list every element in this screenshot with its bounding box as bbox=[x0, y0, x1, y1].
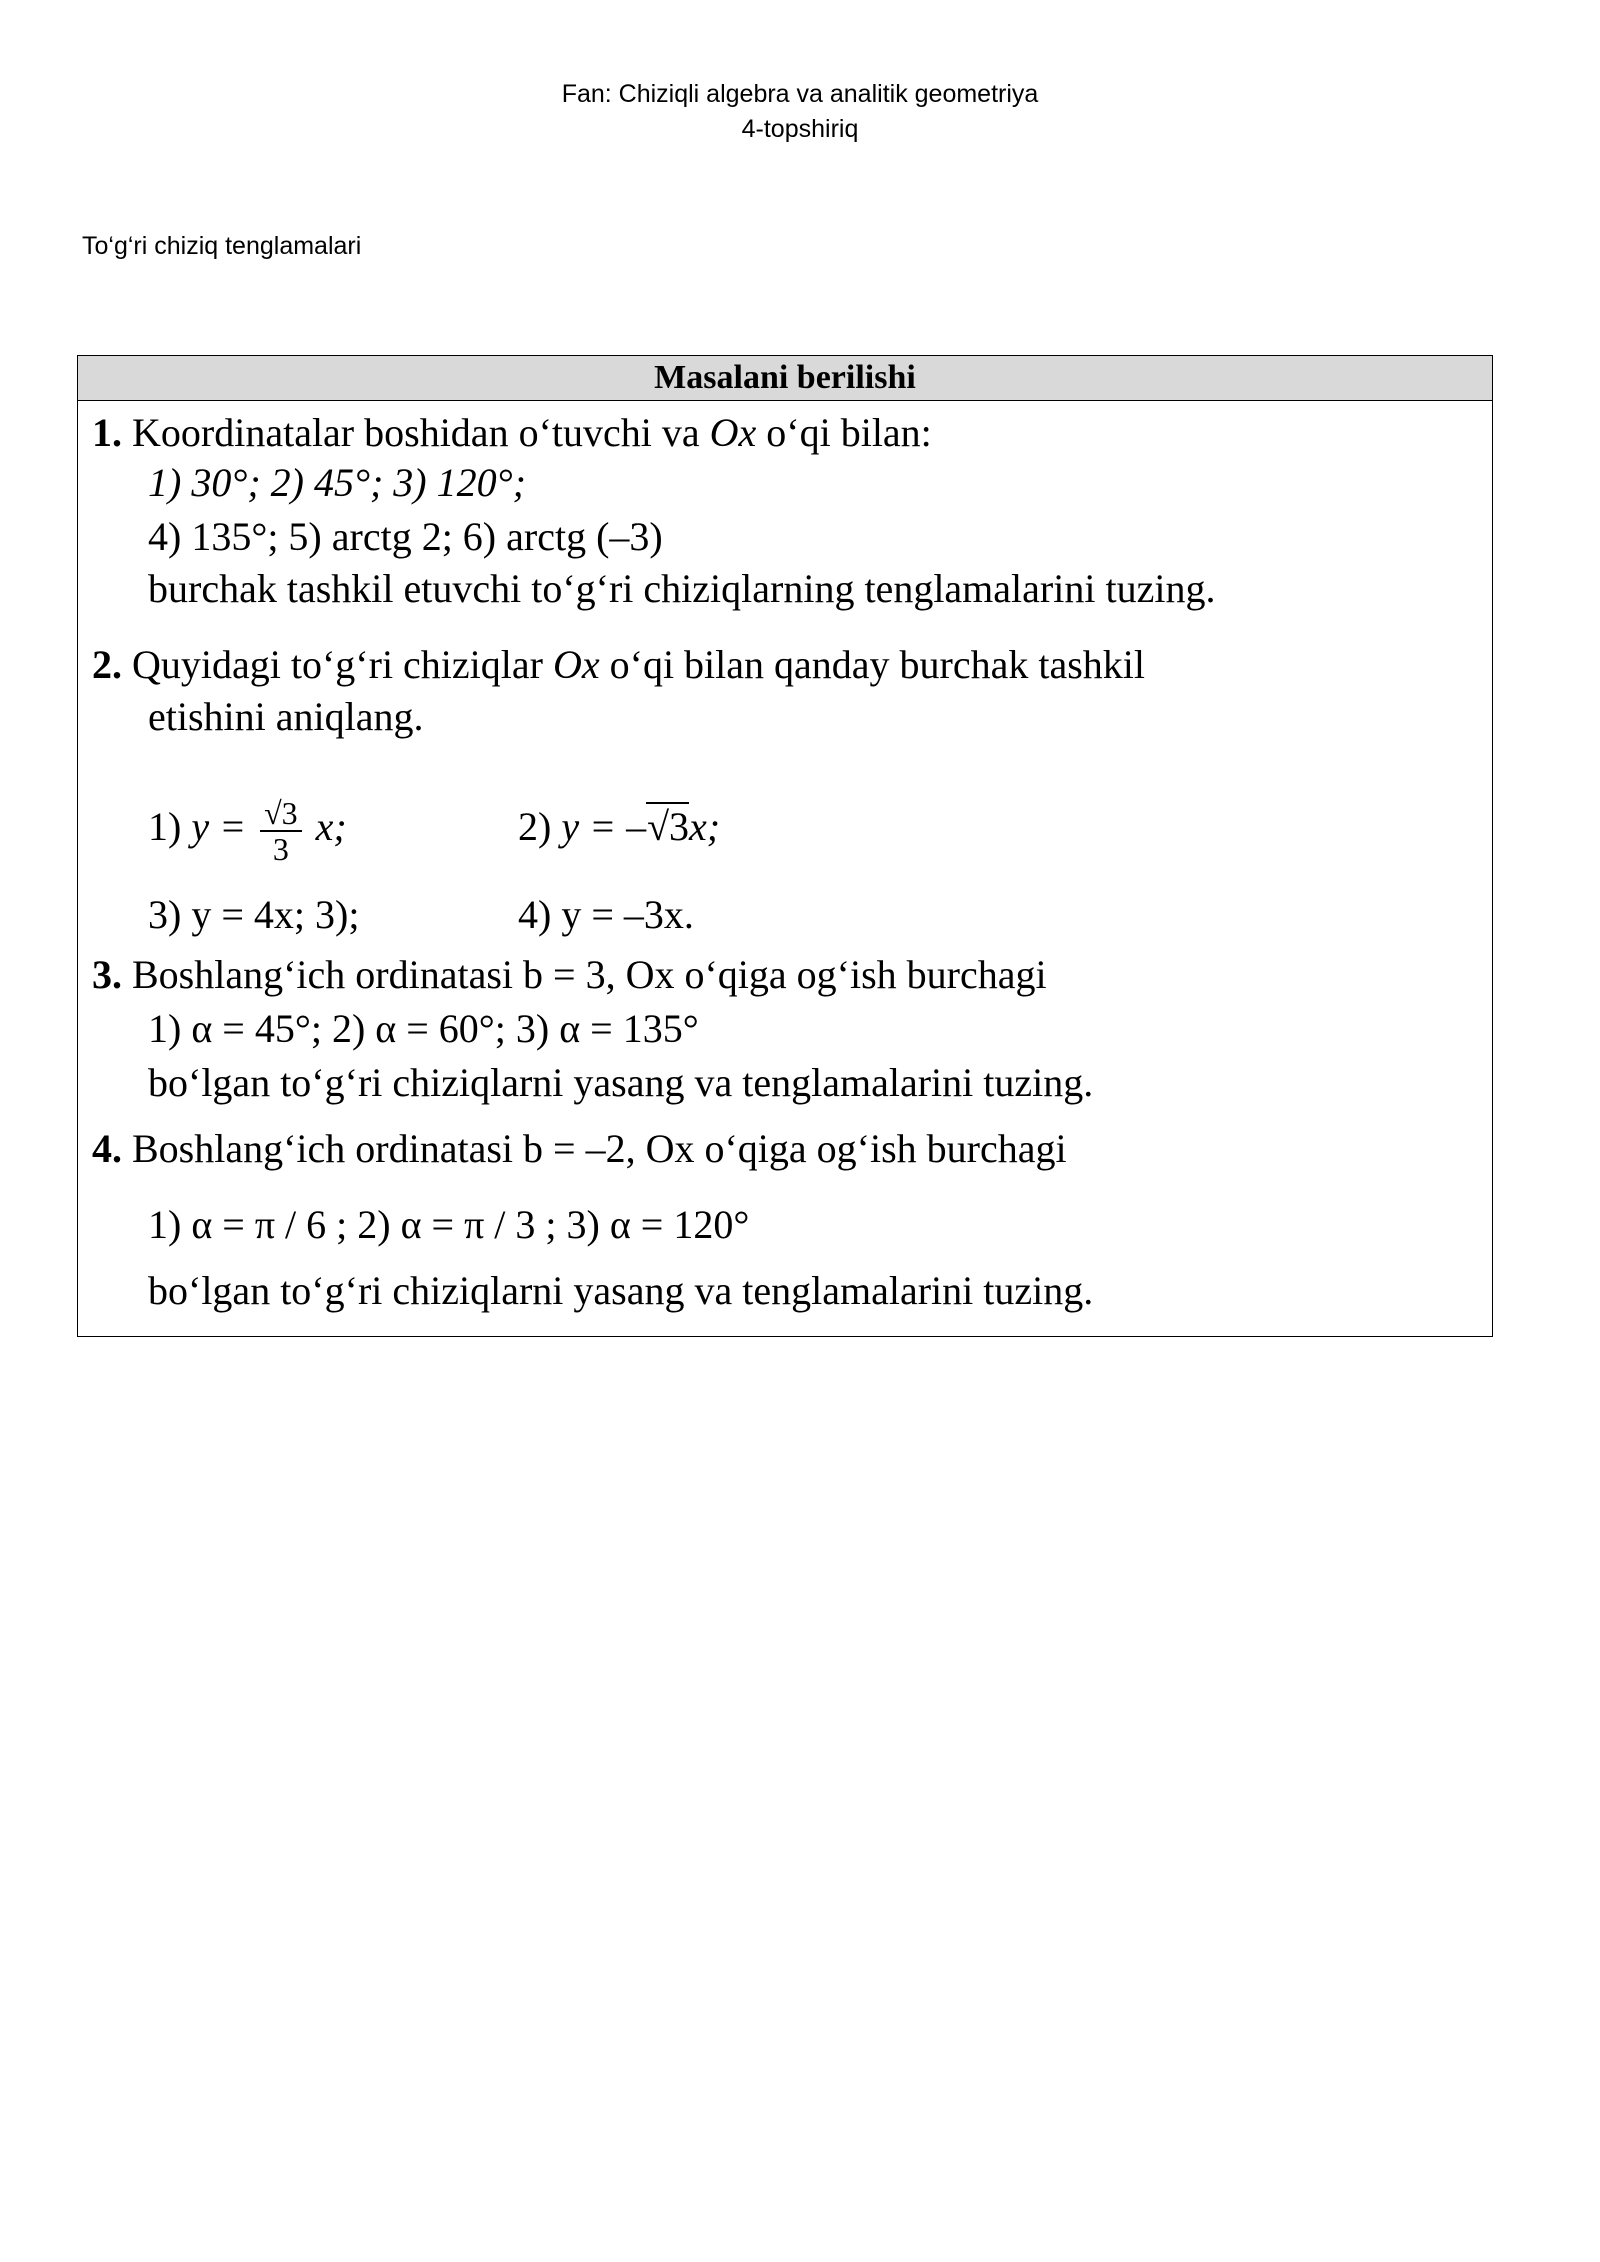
fraction-denominator: 3 bbox=[272, 830, 289, 867]
problem-4-intro bbox=[92, 1125, 1067, 1173]
problem-4-options: 1) α = π / 6 ; 2) α = π / 3 ; 3) α = 120° bbox=[148, 1202, 750, 1247]
problem-3-options: 1) α = 45°; 2) α = 60°; 3) α = 135° bbox=[148, 1006, 699, 1051]
square-root: √3 bbox=[647, 804, 690, 849]
eq-rhs: x; bbox=[315, 804, 347, 849]
problem-text: o‘qi bilan: bbox=[766, 410, 932, 455]
problem-2-intro-2: etishini aniqlang. bbox=[148, 694, 424, 739]
assignment-number: 4-topshiriq bbox=[741, 115, 859, 143]
problem-text: Koordinatalar boshidan o‘tuvchi va bbox=[132, 410, 700, 455]
problem-number: 1. bbox=[92, 410, 122, 455]
problem-2-eq4: 4) y = –3x. bbox=[518, 892, 694, 937]
problem-2-intro bbox=[92, 641, 1145, 689]
problem-number: 4. bbox=[92, 1126, 122, 1171]
problem-1-options-2: 4) 135°; 5) arctg 2; 6) arctg (–3) bbox=[148, 514, 663, 559]
table-header: Masalani berilishi bbox=[78, 356, 1492, 401]
problem-2-eq3: 3) y = 4x; 3); bbox=[148, 892, 360, 937]
axis-label: Ox bbox=[709, 410, 757, 455]
problem-4-task: bo‘lgan to‘g‘ri chiziqlarni yasang va tenglamalarini tuzing. bbox=[148, 1268, 1094, 1313]
problem-2-eq2 bbox=[518, 787, 720, 867]
problem-text: Quyidagi to‘g‘ri chiziqlar bbox=[132, 642, 543, 687]
problem-text: Boshlang‘ich ordinatasi b = 3, Ox o‘qiga og‘ish burchagi bbox=[132, 952, 1047, 997]
subject-title: Fan: Chiziqli algebra va analitik geometriya bbox=[561, 80, 1039, 108]
topic-title: To‘g‘ri chiziq tenglamalari bbox=[82, 232, 362, 260]
axis-label: Ox bbox=[552, 642, 600, 687]
fraction-numerator: √3 bbox=[260, 796, 302, 832]
eq-lhs: y = bbox=[191, 804, 247, 849]
problem-text: o‘qi bilan qanday burchak tashkil bbox=[609, 642, 1146, 687]
problem-1-intro bbox=[92, 409, 932, 457]
problem-number: 2. bbox=[92, 642, 122, 687]
eq-lhs: y = – bbox=[561, 804, 647, 849]
problem-table bbox=[77, 355, 1493, 1337]
fraction bbox=[260, 796, 302, 866]
problem-2-eq1 bbox=[148, 787, 347, 867]
problem-3-task: bo‘lgan to‘g‘ri chiziqlarni yasang va tenglamalarini tuzing. bbox=[148, 1060, 1094, 1105]
problem-text: Boshlang‘ich ordinatasi b = –2, Ox o‘qiga og‘ish burchagi bbox=[132, 1126, 1067, 1171]
problem-1-task: burchak tashkil etuvchi to‘g‘ri chiziqlarning tenglamalarini tuzing. bbox=[148, 566, 1216, 611]
eq-label: 2) bbox=[518, 804, 552, 849]
eq-label: 1) bbox=[148, 804, 182, 849]
eq-rhs: x; bbox=[689, 804, 721, 849]
problem-number: 3. bbox=[92, 952, 122, 997]
problem-1-options-1: 1) 30°; 2) 45°; 3) 120°; bbox=[148, 460, 526, 505]
problem-3-intro bbox=[92, 951, 1047, 999]
